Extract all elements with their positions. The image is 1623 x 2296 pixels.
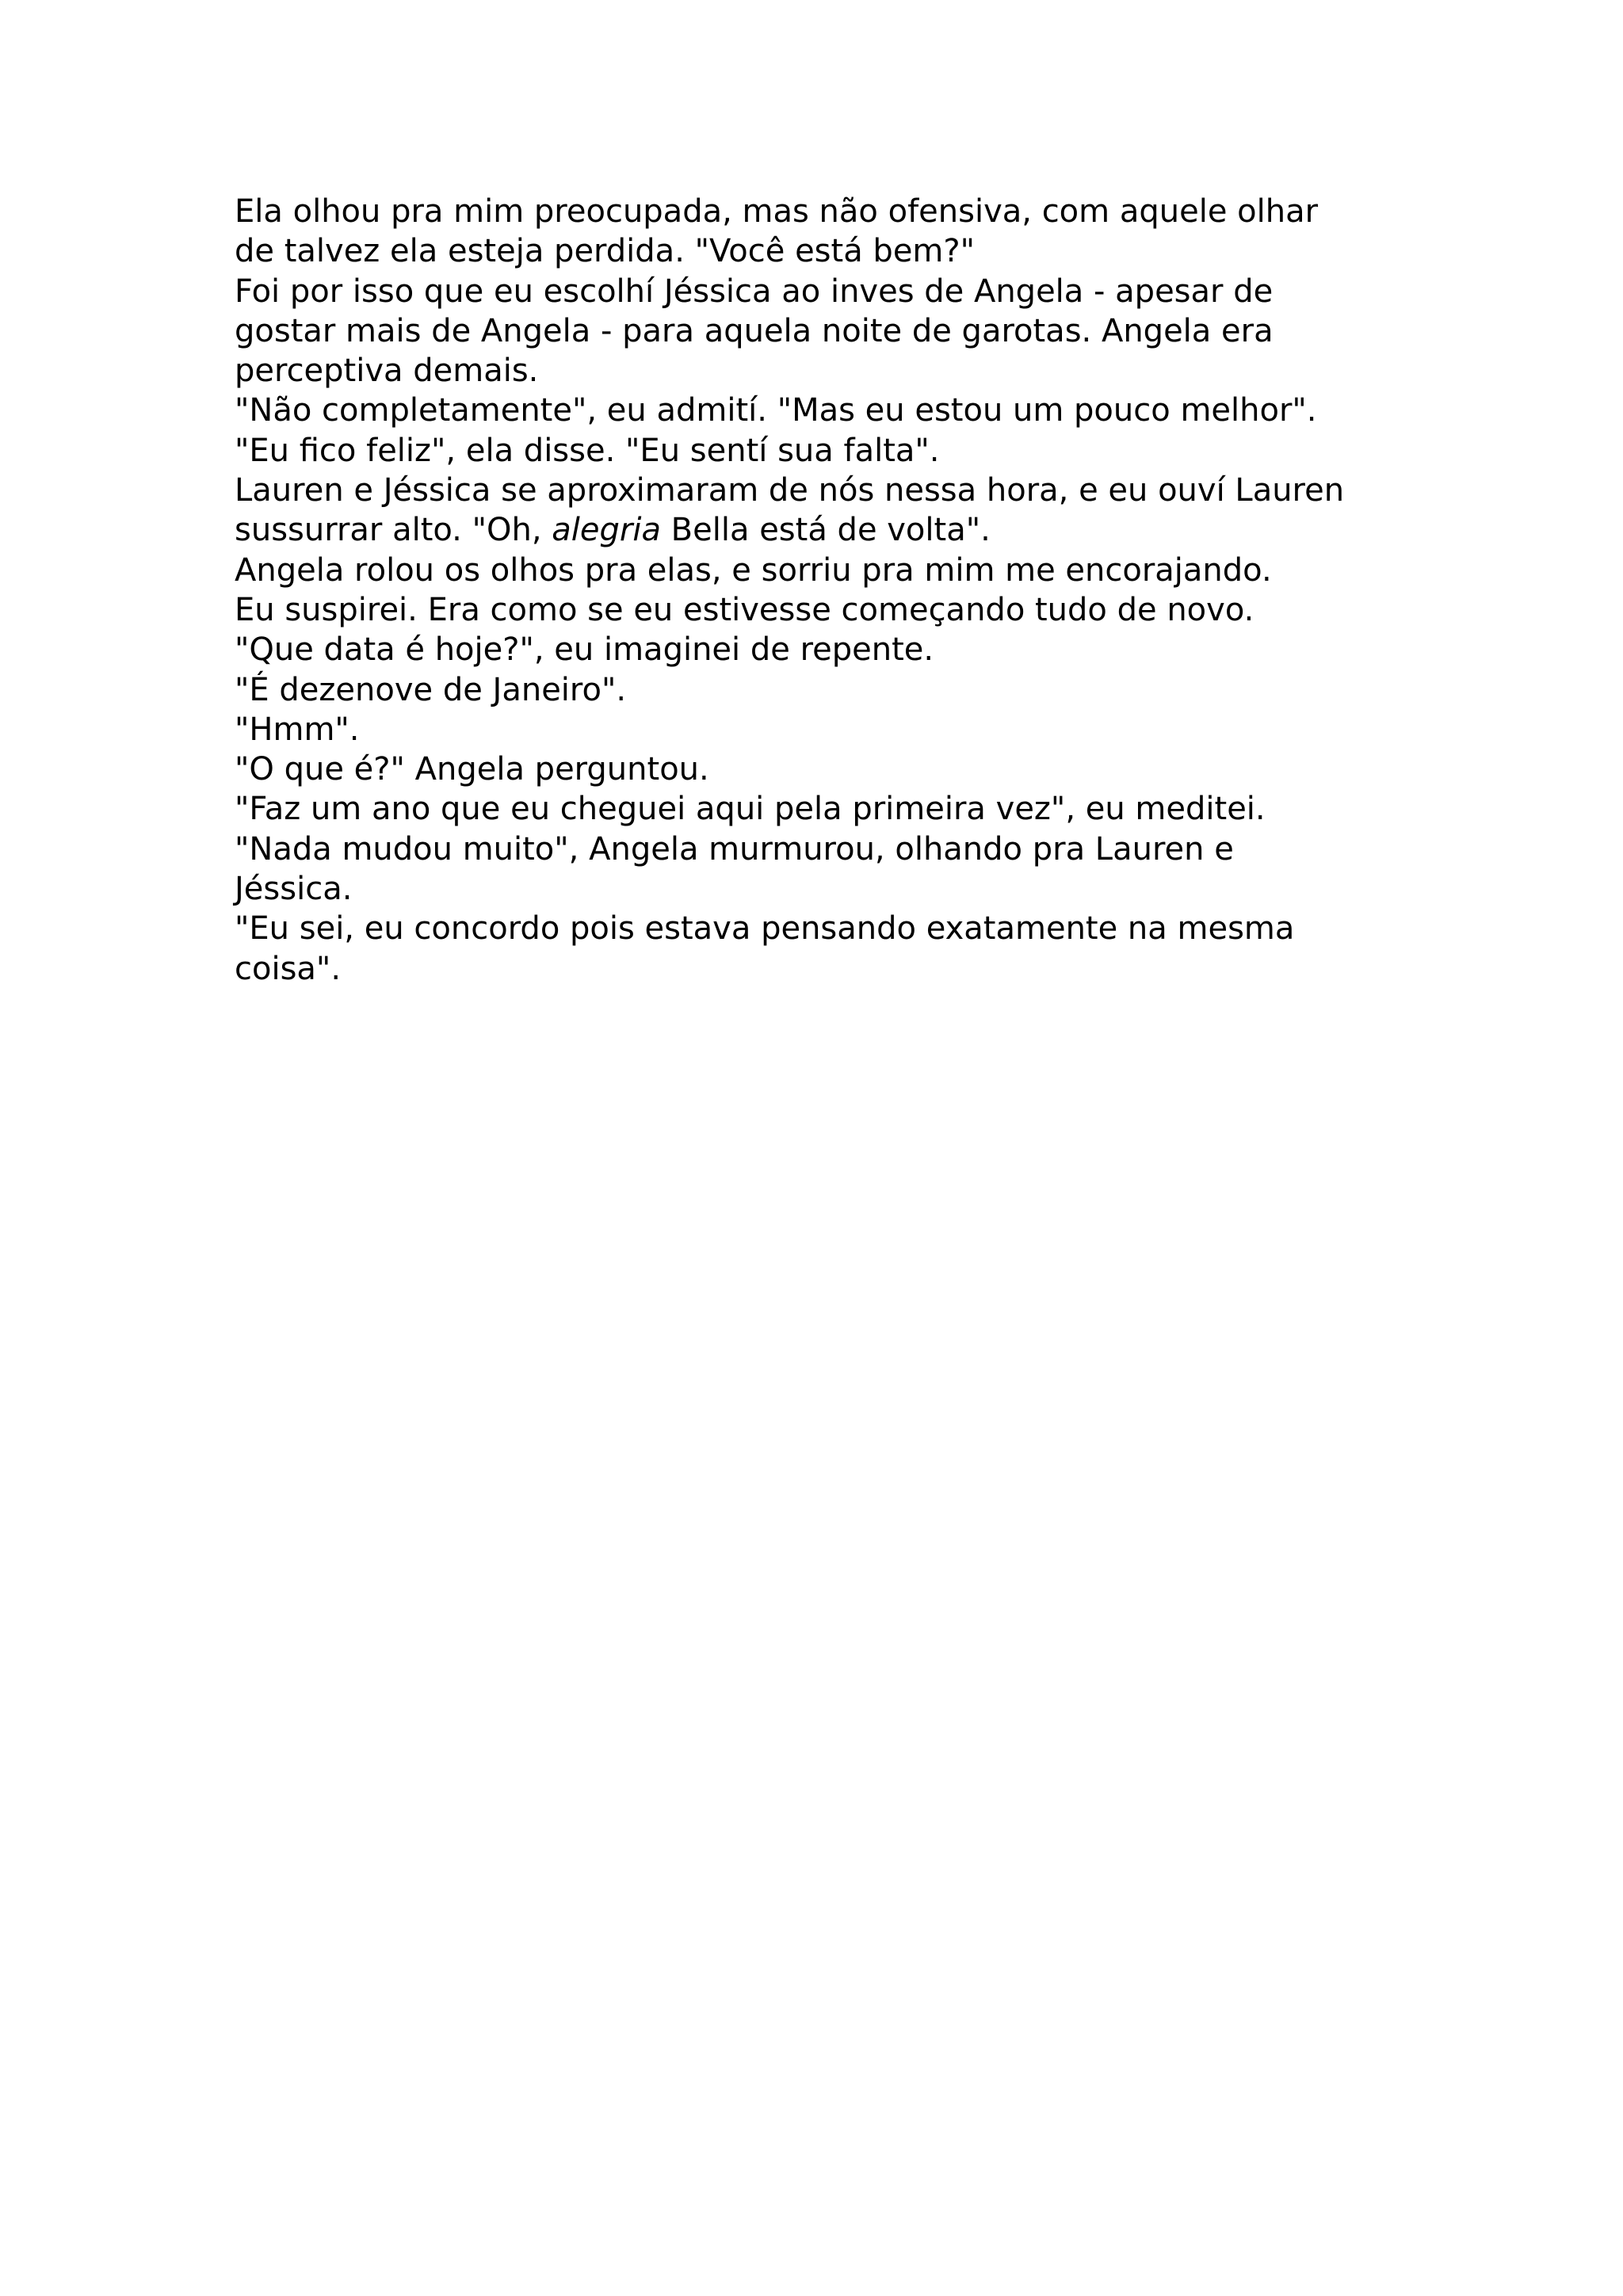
text-line: Ela olhou pra mim preocupada, mas não ofensiva, com aquele olhar	[235, 193, 1319, 230]
text-line: "Que data é hoje?", eu imaginei de repente.	[235, 631, 934, 669]
text-line: "Hmm".	[235, 711, 360, 748]
text-line: "Faz um ano que eu cheguei aqui pela primeira vez", eu meditei.	[235, 791, 1266, 828]
italic-word: alegria	[552, 512, 661, 549]
text-line: Angela rolou os olhos pra elas, e sorriu pra mim me encorajando.	[235, 551, 1272, 589]
text-line: "Eu sei, eu concordo pois estava pensando exatamente na mesma	[235, 910, 1295, 948]
text-line: "O que é?" Angela perguntou.	[235, 751, 709, 788]
text-line: "Nada mudou muito", Angela murmurou, olhando pra Lauren e	[235, 830, 1234, 868]
text-line-with-italic	[235, 510, 1423, 550]
text-line: Lauren e Jéssica se aproximaram de nós nessa hora, e eu ouví Lauren	[235, 472, 1345, 509]
text-line: "Eu fico feliz", ela disse. "Eu sentí sua falta".	[235, 432, 940, 469]
text-line: Foi por isso que eu escolhí Jéssica ao inves de Angela - apesar de	[235, 273, 1274, 310]
text-line: perceptiva demais.	[235, 353, 539, 390]
text-segment: sussurrar alto. "Oh,	[235, 512, 552, 549]
text-segment: Bella está de volta".	[660, 512, 991, 549]
text-line: Eu suspirei. Era como se eu estivesse começando tudo de novo.	[235, 591, 1254, 628]
body-text	[235, 192, 1423, 989]
text-line: "Não completamente", eu admití. "Mas eu estou um pouco melhor".	[235, 392, 1317, 429]
text-line: de talvez ela esteja perdida. "Você está bem?"	[235, 233, 976, 270]
text-line: gostar mais de Angela - para aquela noite de garotas. Angela era	[235, 312, 1274, 349]
text-line: "É dezenove de Janeiro".	[235, 671, 627, 708]
text-line: coisa".	[235, 950, 342, 987]
text-line: Jéssica.	[235, 871, 353, 908]
